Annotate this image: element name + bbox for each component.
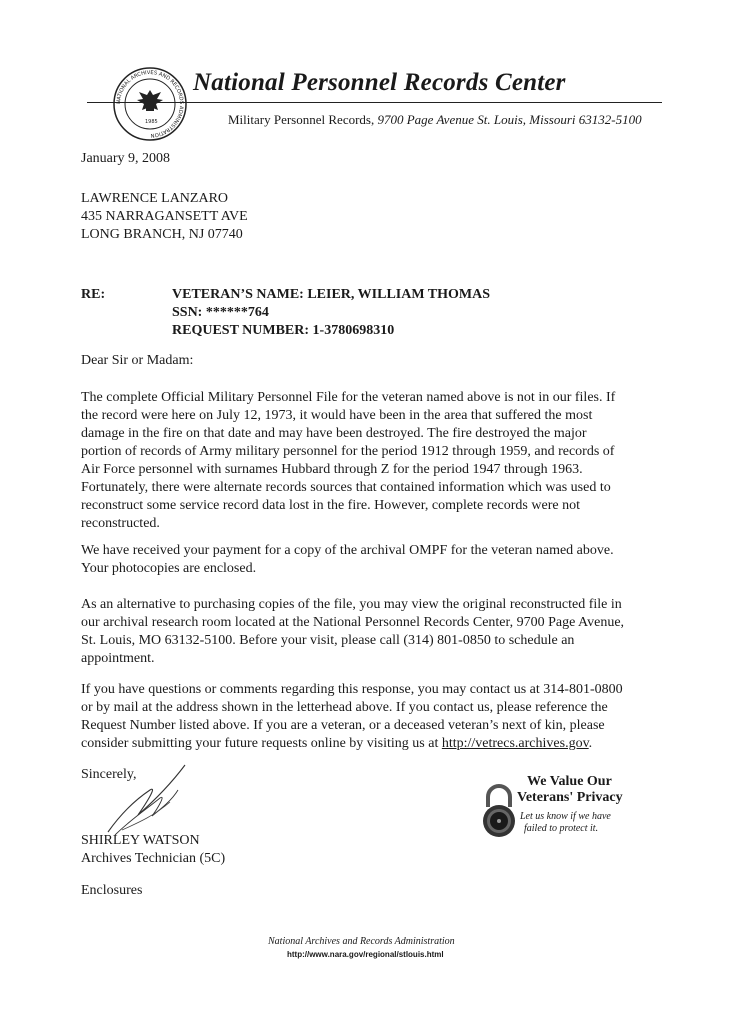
privacy-title-line2: Veterans' Privacy bbox=[517, 790, 623, 805]
seal-text: ATIONAL ARCHIVES AND RECORD ADMINISTRATION bbox=[116, 69, 184, 139]
paragraph-visit bbox=[81, 596, 681, 668]
recipient-name: LAWRENCE LANZARO bbox=[81, 191, 229, 206]
recipient-address bbox=[81, 190, 248, 244]
signer-name: SHIRLEY WATSON bbox=[81, 833, 200, 848]
veteran-name: VETERAN’S NAME: LEIER, WILLIAM THOMAS bbox=[172, 287, 491, 302]
privacy-title-line1: We Value Our bbox=[527, 774, 612, 789]
salutation: Dear Sir or Madam: bbox=[81, 353, 194, 368]
paragraph-line: reconstruct some service record data lost in the fire. However, complete records were not bbox=[81, 498, 580, 513]
paragraph-text: consider submitting your future requests online by visiting us at bbox=[81, 736, 442, 751]
privacy-note-line2: failed to protect it. bbox=[524, 823, 599, 834]
paragraph-line: The complete Official Military Personnel File for the veteran named above is not in our files. If bbox=[81, 390, 616, 405]
privacy-note bbox=[520, 811, 611, 835]
org-address-lead: Military Personnel Records, bbox=[228, 112, 378, 127]
handwritten-signature bbox=[100, 760, 220, 840]
paragraph-line: the record were here on July 12, 1973, it would have been in the area that suffered the most bbox=[81, 408, 593, 423]
re-label: RE: bbox=[81, 287, 106, 302]
paragraph-line: Fortunately, there were alternate records sources that contained information which was used to bbox=[81, 480, 611, 495]
request-number: REQUEST NUMBER: 1-3780698310 bbox=[172, 323, 395, 338]
paragraph-line: If you have questions or comments regarding this response, you may contact us at 314-801-0800 bbox=[81, 682, 623, 697]
paragraph-line: Your photocopies are enclosed. bbox=[81, 561, 257, 576]
vetrecs-link[interactable]: http://vetrecs.archives.gov bbox=[441, 736, 589, 751]
paragraph-line: or by mail at the address shown in the letterhead above. If you contact us, please reference the bbox=[81, 700, 608, 715]
paragraph-line: St. Louis, MO 63132-5100. Before your visit, please call (314) 801-0850 to schedule an bbox=[81, 633, 575, 648]
paragraph-line: portion of records of Army military personnel for the period 1912 through 1959, and records of bbox=[81, 444, 615, 459]
paragraph-line: Request Number listed above. If you are a veteran, or a deceased veteran’s next of kin, please bbox=[81, 718, 605, 733]
paragraph-line: damage in the fire on that date and may have been destroyed. The fire destroyed the major bbox=[81, 426, 587, 441]
paragraph-line: reconstructed. bbox=[81, 516, 160, 531]
paragraph-line: As an alternative to purchasing copies of the file, you may view the original reconstructed file in bbox=[81, 597, 622, 612]
seal-year: 1985 bbox=[145, 119, 158, 125]
paragraph-line: appointment. bbox=[81, 651, 155, 666]
privacy-note-line1: Let us know if we have bbox=[520, 811, 611, 822]
recipient-city: LONG BRANCH, NJ 07740 bbox=[81, 227, 243, 242]
letter-date: January 9, 2008 bbox=[81, 151, 171, 166]
re-block bbox=[172, 286, 490, 340]
veteran-ssn: SSN: ******764 bbox=[172, 305, 269, 320]
paragraph-period: . bbox=[588, 736, 593, 751]
enclosures: Enclosures bbox=[81, 883, 143, 898]
org-address-detail: 9700 Page Avenue St. Louis, Missouri 63132-5100 bbox=[377, 112, 642, 127]
padlock-icon bbox=[479, 783, 519, 839]
footer-org: National Archives and Records Administration bbox=[268, 936, 455, 947]
footer-url[interactable]: http://www.nara.gov/regional/stlouis.html bbox=[287, 950, 444, 959]
paragraph-line: We have received your payment for a copy of the archival OMPF for the veteran named above. bbox=[81, 543, 614, 558]
org-address bbox=[228, 112, 642, 128]
paragraph-line: our archival research room located at the National Personnel Records Center, 9700 Page Avenue, bbox=[81, 615, 625, 630]
letterhead-rule bbox=[87, 102, 662, 103]
paragraph-fire bbox=[81, 389, 681, 533]
recipient-street: 435 NARRAGANSETT AVE bbox=[81, 209, 248, 224]
paragraph-payment bbox=[81, 542, 681, 578]
paragraph-line: Air Force personnel with surnames Hubbard through Z for the period 1947 through 1963. bbox=[81, 462, 583, 477]
signer-block bbox=[81, 832, 225, 868]
paragraph-contact bbox=[81, 681, 681, 753]
paragraph-line-last bbox=[81, 735, 681, 753]
signer-title: Archives Technician (5C) bbox=[81, 851, 226, 866]
nara-seal bbox=[112, 66, 188, 142]
closing: Sincerely, bbox=[81, 767, 137, 782]
org-name: National Personnel Records Center bbox=[193, 69, 566, 96]
